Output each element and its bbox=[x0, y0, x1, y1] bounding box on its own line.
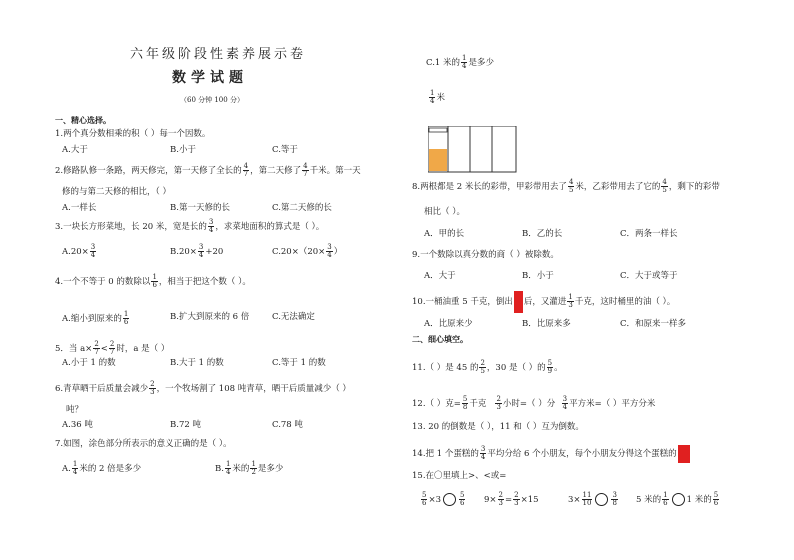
q3-option-a: A.20× $\frac{3}{4}$ bbox=[62, 243, 96, 259]
q2-option-c: C.第二天修的长 bbox=[272, 203, 332, 213]
q5-fraction-2: $\frac{2}{7}$ bbox=[109, 340, 115, 356]
q6-option-c: C.78 吨 bbox=[272, 420, 303, 430]
q2-option-a: A.一样长 bbox=[62, 203, 97, 213]
q3-fraction: $\frac{3}{4}$ bbox=[208, 218, 214, 234]
q2-option-b: B.第一天修的长 bbox=[170, 203, 230, 213]
q10-fraction: $\frac{1}{3}$ bbox=[568, 293, 573, 309]
q4-option-b: B.扩大到原来的 6 倍 bbox=[170, 312, 250, 322]
q10-stem: 10.一桶油重 5 千克，倒出 后，又灌进 $\frac{1}{3}$ 千克，这时桶里的油（ ）。 bbox=[412, 290, 675, 314]
q2-text-2: ，第二天修了 bbox=[250, 166, 302, 176]
q1-option-a: A.大于 bbox=[62, 145, 88, 155]
q15-expression-4: 5 米的 $\frac{1}{6}$ 1 米的 $\frac{5}{6}$ bbox=[636, 491, 719, 507]
q2-text-3: 千米。第一天 bbox=[309, 166, 361, 176]
q9-option-a: A．大于 bbox=[424, 271, 456, 281]
q3-text-2: ，求菜地面积的算式是（ ）。 bbox=[215, 222, 325, 232]
q10-option-b: B．比原来多 bbox=[522, 319, 571, 329]
q5-fraction-1: $\frac{2}{7}$ bbox=[94, 340, 99, 356]
q7-figure-label: $\frac{1}{4}$ 米 bbox=[430, 89, 445, 105]
q7-option-a: A. $\frac{1}{4}$ 米的 2 倍是多少 bbox=[62, 460, 142, 476]
section-fill-heading: 二、细心填空。 bbox=[412, 335, 468, 344]
q7-option-b: B. $\frac{1}{4}$ 米的 $\frac{1}{2}$ 是多少 bbox=[215, 460, 284, 476]
q5-option-b: B.大于 1 的数 bbox=[170, 358, 224, 368]
exam-meta: （60 分钟 100 分） bbox=[180, 96, 244, 104]
q6-option-a: A.36 吨 bbox=[62, 420, 93, 430]
q4-fraction: $\frac{1}{6}$ bbox=[152, 273, 157, 289]
q7-option-c: C.1 米的 $\frac{1}{4}$ 是多少 bbox=[426, 54, 494, 70]
q15-expression-3: 3× $\frac{11}{10}$ $\frac{3}{8}$ bbox=[568, 491, 617, 507]
q8-stem-line2: 相比（ ）。 bbox=[424, 207, 465, 217]
q1-option-b: B.小于 bbox=[170, 145, 196, 155]
exam-title: 六年级阶段性素养展示卷 bbox=[130, 47, 307, 62]
q9-stem: 9.一个数除以真分数的商（ ）被除数。 bbox=[412, 250, 559, 260]
q15-answer-circle-3[interactable] bbox=[595, 493, 608, 506]
q5-stem: 5．当 a× $\frac{2}{7}$ < $\frac{2}{7}$ 时，a 是（ ） bbox=[55, 340, 170, 356]
q12-fraction-3: $\frac{3}{4}$ bbox=[562, 395, 568, 411]
q3-option-c: C.20×（20× $\frac{3}{4}$ ） bbox=[272, 243, 343, 259]
q14-redacted-box bbox=[678, 445, 690, 463]
q6-fraction: $\frac{2}{3}$ bbox=[150, 380, 155, 396]
q5-option-a: A.小于 1 的数 bbox=[62, 358, 116, 368]
q4-option-c: C.无法确定 bbox=[272, 312, 315, 322]
exam-subtitle: 数学试题 bbox=[172, 70, 248, 86]
q7-stem: 7.如图，涂色部分所表示的意义正确的是（ ）。 bbox=[55, 439, 232, 449]
q2-fraction-2: $\frac{4}{7}$ bbox=[303, 162, 308, 178]
q12-fraction-2: $\frac{2}{3}$ bbox=[496, 395, 501, 411]
q4-option-a: A.缩小到原来的 $\frac{1}{6}$ bbox=[62, 310, 129, 326]
q1-option-c: C.等于 bbox=[272, 145, 298, 155]
q7-shaded-bar-figure bbox=[428, 126, 518, 174]
q11-stem: 11.（ ）是 45 的 $\frac{2}{5}$ ，30 是（ ）的 $\frac{5}{9}$ 。 bbox=[412, 359, 563, 375]
q2-stem-line2: 修的与第二天修的相比，（ ） bbox=[62, 187, 171, 197]
q1-stem: 1.两个真分数相乘的积（ ）每一个因数。 bbox=[55, 129, 211, 139]
q8-option-c: C．两条一样长 bbox=[620, 229, 678, 239]
q4-stem bbox=[55, 274, 251, 289]
q6-stem: 6.青草晒干后质量会减少 $\frac{2}{3}$ ，一个牧场割了 108 吨青草，晒干后质量减少（ ） bbox=[55, 380, 351, 396]
q4-text-1: 4.一个不等于 0 的数除以 bbox=[55, 277, 151, 287]
figure-top-marker bbox=[429, 128, 447, 132]
q4-text-2: ，相当于把这个数（ ）。 bbox=[158, 277, 251, 287]
q6-option-b: B.72 吨 bbox=[170, 420, 201, 430]
q13-stem: 13. 20 的倒数是（ ），11 和（ ）互为倒数。 bbox=[412, 422, 584, 432]
q8-option-a: A．甲的长 bbox=[424, 229, 465, 239]
q12-stem: 12.（ ）克= $\frac{5}{8}$ 千克 $\frac{2}{3}$ 小时=（ ）分 $\frac{3}{4}$ 平方米=（ ）平方分米 bbox=[412, 395, 656, 411]
q2-stem bbox=[55, 163, 361, 178]
q3-stem bbox=[55, 219, 324, 234]
q3-option-b: B.20× $\frac{3}{4}$ +20 bbox=[170, 243, 224, 259]
q9-option-c: C．大于或等于 bbox=[620, 271, 678, 281]
q14-fraction: $\frac{3}{4}$ bbox=[480, 445, 486, 461]
q15-expression-1: $\frac{5}{6}$ ×3 $\frac{5}{6}$ bbox=[422, 491, 465, 507]
q8-stem: 8.两根都是 2 米长的彩带，甲彩带用去了 $\frac{4}{5}$ 米，乙彩带用去了它的 $\frac{4}{5}$ ，剩下的彩带 bbox=[412, 178, 720, 194]
q5-option-c: C.等于 1 的数 bbox=[272, 358, 326, 368]
q3-text-1: 3.一块长方形菜地，长 20 米，宽是长的 bbox=[55, 222, 207, 232]
q8-fraction-2: $\frac{4}{5}$ bbox=[662, 178, 667, 194]
q9-option-b: B．小于 bbox=[522, 271, 554, 281]
q10-option-a: A．比原来少 bbox=[424, 319, 473, 329]
q10-option-c: C．和原来一样多 bbox=[620, 319, 687, 329]
q15-stem: 15.在〇里填上>、<或= bbox=[412, 471, 507, 481]
q8-option-b: B．乙的长 bbox=[522, 229, 563, 239]
q15-answer-circle-1[interactable] bbox=[443, 493, 456, 506]
q6-stem-line2: 吨？ bbox=[66, 405, 84, 415]
q2-text-1: 2.修路队修一条路，两天修完，第一天修了全长的 bbox=[55, 166, 242, 176]
q2-fraction-1: $\frac{4}{7}$ bbox=[243, 162, 249, 178]
q14-stem: 14.把 1 个蛋糕的 $\frac{3}{4}$ 平均分给 6 个小朋友，每个小朋友分得这个蛋糕的 bbox=[412, 443, 691, 465]
q11-fraction-1: $\frac{2}{5}$ bbox=[480, 359, 485, 375]
figure-shaded-part bbox=[429, 149, 447, 171]
q10-redacted-box bbox=[514, 291, 523, 313]
q12-fraction-1: $\frac{5}{8}$ bbox=[462, 395, 468, 411]
section-choice-heading: 一、精心选择。 bbox=[55, 116, 111, 125]
q8-fraction-1: $\frac{4}{5}$ bbox=[568, 178, 574, 194]
q15-answer-circle-4[interactable] bbox=[672, 493, 685, 506]
q15-expression-2: 9× $\frac{2}{3}$ = $\frac{2}{3}$ ×15 bbox=[484, 491, 539, 507]
q11-fraction-2: $\frac{5}{9}$ bbox=[547, 359, 553, 375]
